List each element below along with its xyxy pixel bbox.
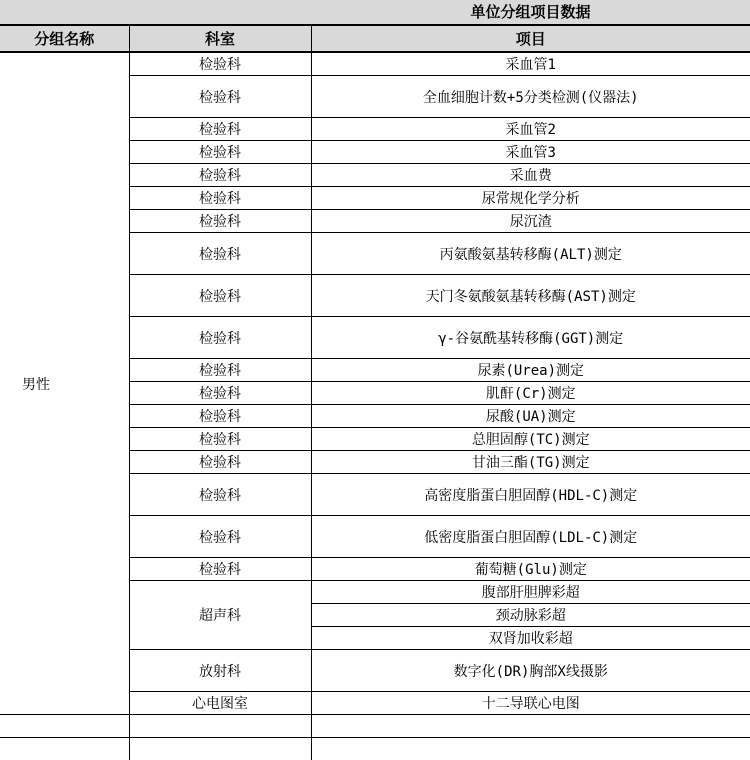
blank-row — [0, 715, 750, 738]
item-cell: 采血费 — [311, 164, 750, 187]
item-cell: 双肾加收彩超 — [311, 627, 750, 650]
data-table — [0, 25, 750, 760]
empty-cell — [0, 715, 129, 738]
dept-cell: 检验科 — [129, 405, 311, 428]
dept-cell: 检验科 — [129, 187, 311, 210]
group-name-cell: 男性 — [0, 52, 129, 715]
dept-cell: 检验科 — [129, 428, 311, 451]
title-bar — [0, 0, 750, 25]
empty-cell — [311, 738, 750, 760]
dept-cell: 检验科 — [129, 210, 311, 233]
dept-cell: 心电图室 — [129, 692, 311, 715]
empty-cell — [311, 715, 750, 738]
dept-cell: 检验科 — [129, 382, 311, 405]
item-cell: 采血管1 — [311, 52, 750, 76]
dept-cell: 放射科 — [129, 650, 311, 692]
dept-cell: 超声科 — [129, 581, 311, 650]
item-cell: 数字化(DR)胸部X线摄影 — [311, 650, 750, 692]
item-cell: γ-谷氨酰基转移酶(GGT)测定 — [311, 317, 750, 359]
item-cell: 颈动脉彩超 — [311, 604, 750, 627]
item-cell: 天门冬氨酸氨基转移酶(AST)测定 — [311, 275, 750, 317]
dept-cell: 检验科 — [129, 141, 311, 164]
empty-cell — [129, 738, 311, 760]
dept-cell: 检验科 — [129, 451, 311, 474]
table-title: 单位分组项目数据 — [311, 0, 750, 25]
empty-cell — [129, 715, 311, 738]
dept-cell: 检验科 — [129, 233, 311, 275]
item-cell: 尿素(Urea)测定 — [311, 359, 750, 382]
item-cell: 尿常规化学分析 — [311, 187, 750, 210]
dept-cell: 检验科 — [129, 516, 311, 558]
item-cell: 丙氨酸氨基转移酶(ALT)测定 — [311, 233, 750, 275]
header-item: 项目 — [311, 26, 750, 53]
item-cell: 甘油三酯(TG)测定 — [311, 451, 750, 474]
header-group: 分组名称 — [0, 26, 129, 53]
dept-cell: 检验科 — [129, 558, 311, 581]
header-dept: 科室 — [129, 26, 311, 53]
item-cell: 肌酐(Cr)测定 — [311, 382, 750, 405]
item-cell: 十二导联心电图 — [311, 692, 750, 715]
header-row — [0, 26, 750, 53]
dept-cell: 检验科 — [129, 275, 311, 317]
item-cell: 采血管2 — [311, 118, 750, 141]
item-cell: 尿沉渣 — [311, 210, 750, 233]
item-cell: 总胆固醇(TC)测定 — [311, 428, 750, 451]
dept-cell: 检验科 — [129, 76, 311, 118]
dept-cell: 检验科 — [129, 118, 311, 141]
item-cell: 尿酸(UA)测定 — [311, 405, 750, 428]
item-cell: 低密度脂蛋白胆固醇(LDL-C)测定 — [311, 516, 750, 558]
item-cell: 采血管3 — [311, 141, 750, 164]
item-cell: 腹部肝胆脾彩超 — [311, 581, 750, 604]
dept-cell: 检验科 — [129, 317, 311, 359]
item-cell: 全血细胞计数+5分类检测(仪器法) — [311, 76, 750, 118]
item-cell: 高密度脂蛋白胆固醇(HDL-C)测定 — [311, 474, 750, 516]
item-cell: 葡萄糖(Glu)测定 — [311, 558, 750, 581]
dept-cell: 检验科 — [129, 164, 311, 187]
dept-cell: 检验科 — [129, 52, 311, 76]
dept-cell: 检验科 — [129, 359, 311, 382]
table-row — [0, 52, 750, 76]
blank-row — [0, 738, 750, 760]
dept-cell: 检验科 — [129, 474, 311, 516]
empty-cell — [0, 738, 129, 760]
